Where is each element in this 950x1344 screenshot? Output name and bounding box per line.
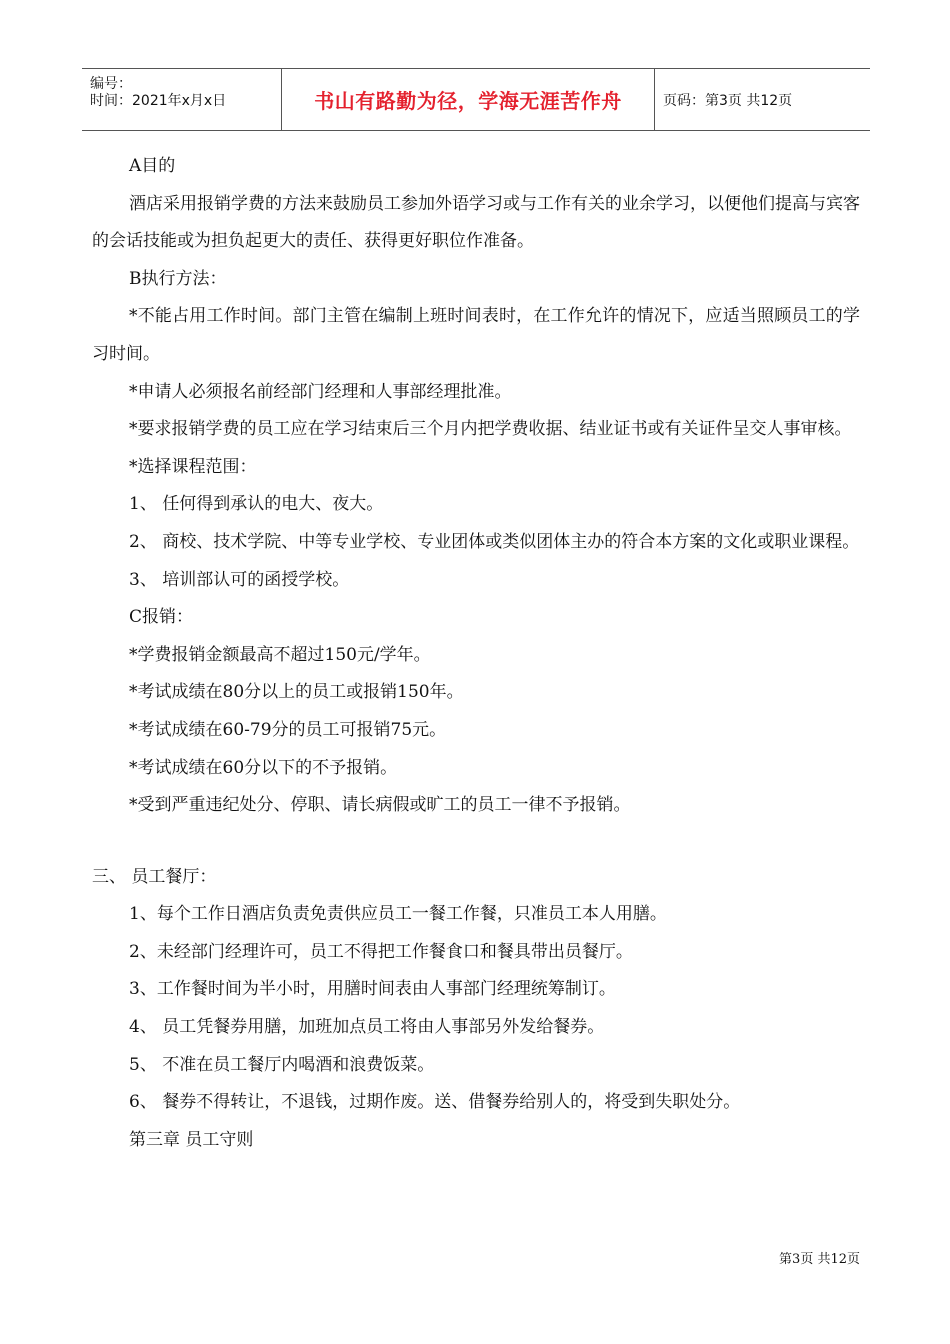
document-date: 时间：2021年x月x日	[90, 93, 227, 109]
section-heading-b: B执行方法：	[129, 268, 227, 289]
document-number: 编号：	[90, 76, 132, 92]
page-header	[82, 68, 870, 131]
numbered-item: 6、 餐券不得转让，不退钱，过期作废。送、借餐券给别人的，将受到失职处分。	[129, 1092, 741, 1113]
bullet-item: *学费报销金额最高不超过150元/学年。	[129, 644, 431, 665]
section-heading-c: C报销：	[129, 607, 194, 628]
header-page-info-cell	[655, 69, 870, 130]
header-meta	[82, 69, 282, 130]
document-body	[92, 148, 860, 1159]
bullet-item: *选择课程范围：	[129, 456, 257, 477]
bullet-item: *不能占用工作时间。部门主管在编制上班时间表时，在工作允许的情况下，应适当照顾员工的学习时间。	[92, 306, 860, 364]
bullet-item: *要求报销学费的员工应在学习结束后三个月内把学费收据、结业证书或有关证件呈交人事审核。	[129, 419, 852, 440]
numbered-item: 3、工作餐时间为半小时，用膳时间表由人事部门经理统筹制订。	[129, 979, 616, 1000]
header-motto-cell	[282, 69, 655, 130]
numbered-item: 2、 商校、技术学院、中等专业学校、专业团体或类似团体主办的符合本方案的文化或职业课程。	[129, 531, 860, 552]
numbered-item: 1、 任何得到承认的电大、夜大。	[129, 494, 384, 515]
numbered-item: 1、每个工作日酒店负责免责供应员工一餐工作餐，只准员工本人用膳。	[129, 904, 667, 925]
header-motto: 书山有路勤为径，学海无涯苦作舟	[314, 89, 622, 113]
bullet-item: *受到严重违纪处分、停职、请长病假或旷工的员工一律不予报销。	[129, 795, 631, 816]
spacer	[92, 825, 860, 859]
paragraph: 酒店采用报销学费的方法来鼓励员工参加外语学习或与工作有关的业余学习，以便他们提高与宾客的会话技能或为担负起更大的责任、获得更好职位作准备。	[92, 193, 860, 252]
bullet-item: *考试成绩在60-79分的员工可报销75元。	[129, 719, 447, 740]
bullet-item: *考试成绩在60分以下的不予报销。	[129, 757, 398, 778]
bullet-item: *考试成绩在80分以上的员工或报销150年。	[129, 682, 464, 703]
chapter-heading: 第三章 员工守则	[129, 1129, 254, 1150]
section-heading-a: A目的	[129, 156, 176, 176]
page-footer: 第3页 共12页	[779, 1252, 860, 1267]
section-heading-cafeteria: 三、 员工餐厅：	[92, 866, 217, 887]
bullet-item: *申请人必须报名前经部门经理和人事部经理批准。	[129, 381, 512, 402]
numbered-item: 5、 不准在员工餐厅内喝酒和浪费饭菜。	[129, 1054, 435, 1075]
numbered-item: 4、 员工凭餐券用膳，加班加点员工将由人事部另外发给餐券。	[129, 1017, 605, 1038]
header-page-info: 页码：第3页 共12页	[663, 92, 793, 109]
numbered-item: 3、 培训部认可的函授学校。	[129, 569, 350, 590]
numbered-item: 2、未经部门经理许可，员工不得把工作餐食口和餐具带出员餐厅。	[129, 941, 633, 962]
